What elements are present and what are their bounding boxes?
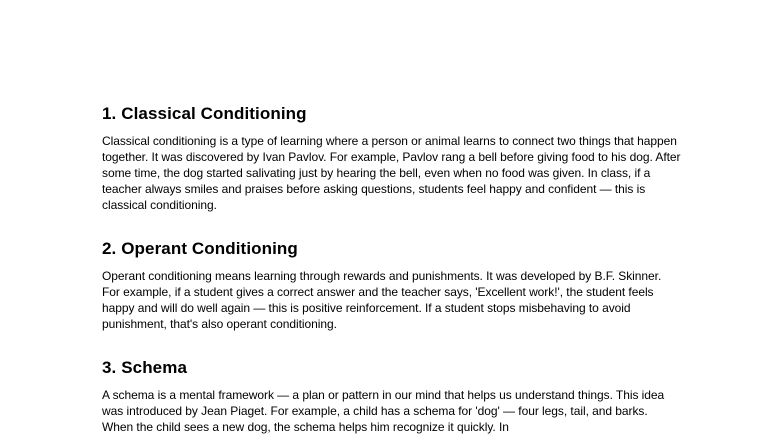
section-paragraph: A schema is a mental framework — a plan or pattern in our mind that helps us understand things. This idea was introduced by Jean Piaget. For example, a child has a schema for 'dog' — four legs, tail, and barks. When the child sees a new dog, the schema helps him recognize it quickly. In [102, 388, 665, 434]
section-paragraph: Operant conditioning means learning through rewards and punishments. It was developed by B.F. Skinner. For example, if a student gives a correct answer and the teacher says, 'Excellent work!', the student feels happy and will do well again — this is positive reinforcement. If a student stops misbehaving to avoid punishment, that's also operant conditioning. [102, 269, 662, 331]
document-content [102, 103, 682, 441]
section-heading: 1. Classical Conditioning [102, 104, 307, 123]
section-schema [102, 357, 682, 435]
section-paragraph: Classical conditioning is a type of learning where a person or animal learns to connect two things that happen together. It was discovered by Ivan Pavlov. For example, Pavlov rang a bell before giving food to his dog. After some time, the dog started salivating just by hearing the bell, even when no food was given. In class, if a teacher always smiles and praises before asking questions, students feel happy and confident — this is classical conditioning. [102, 134, 681, 212]
section-operant-conditioning [102, 238, 682, 332]
section-classical-conditioning [102, 103, 682, 213]
section-heading: 2. Operant Conditioning [102, 239, 298, 258]
section-heading: 3. Schema [102, 358, 188, 377]
